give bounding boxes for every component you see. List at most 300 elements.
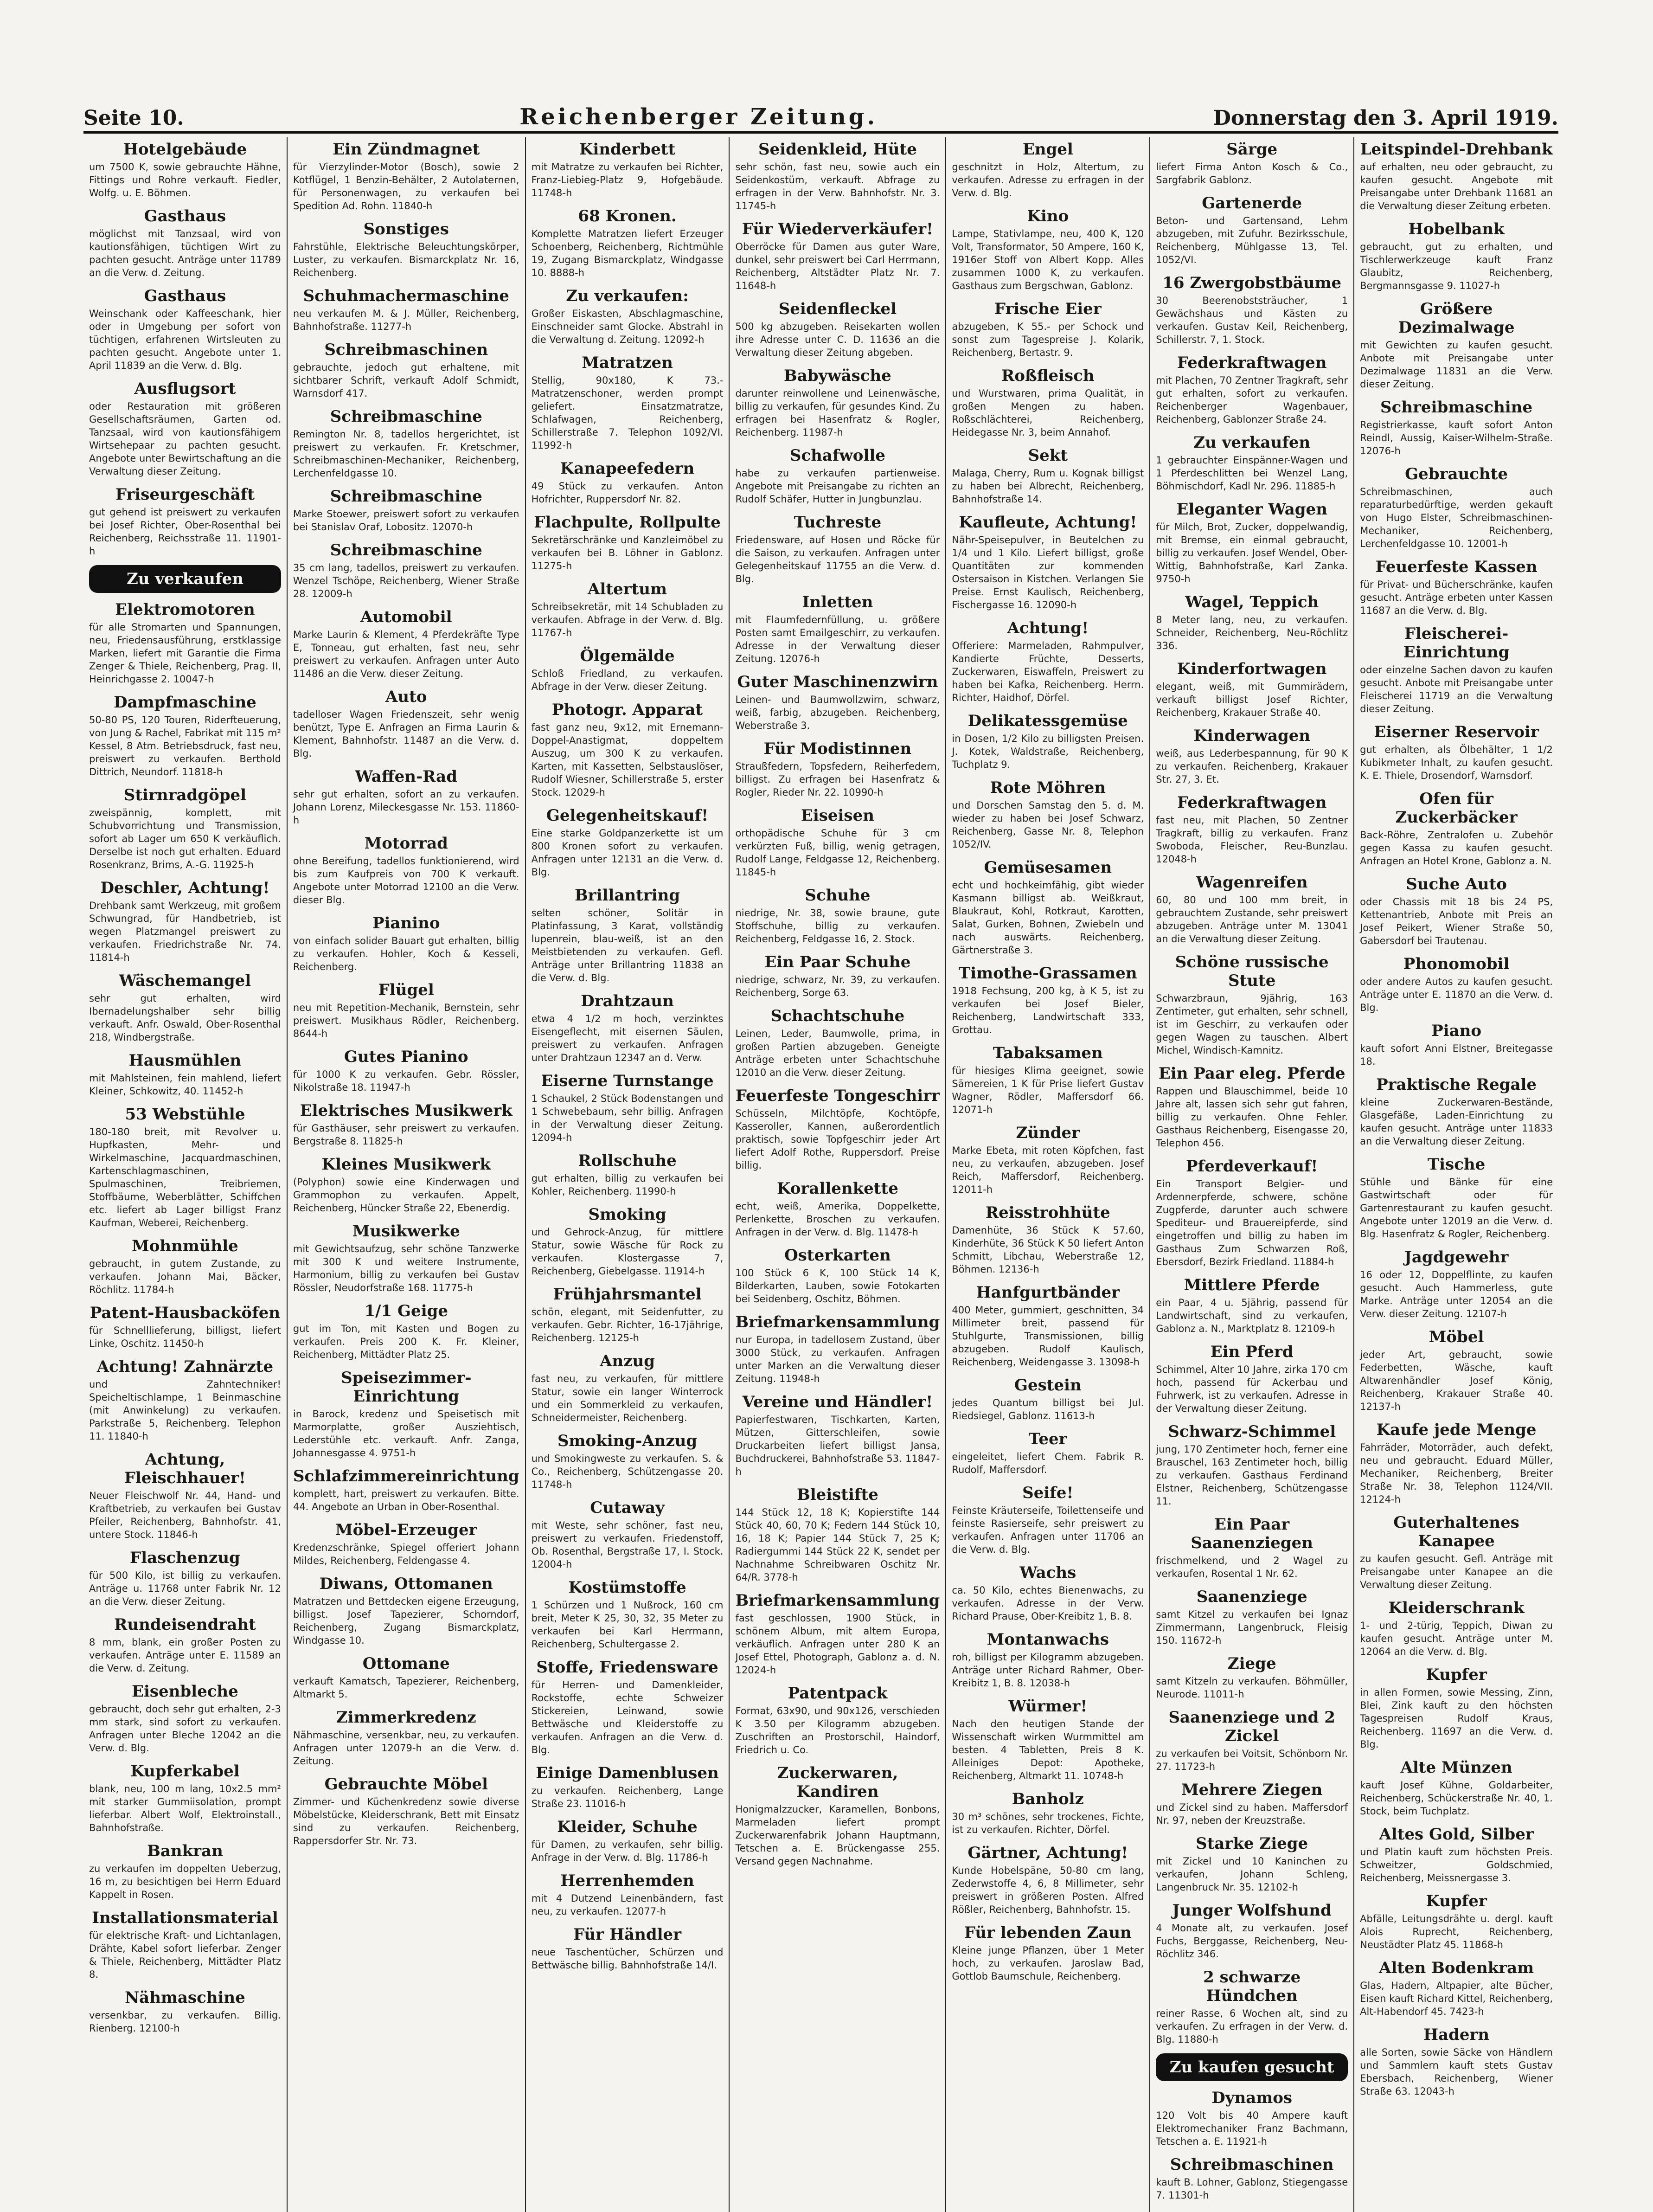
ad-body: Back-Röhre, Zentralofen u. Zubehör gegen Kassa zu kaufen gesucht. Anfragen an Hotel Krone, Gablonz a. N. [1360,830,1553,867]
classified-ad [89,693,281,778]
ad-headline: Guterhaltenes Kanapee [1393,1513,1519,1550]
ad-headline: Teer [1029,1430,1067,1448]
ad-body: gebraucht, in gutem Zustande, zu verkaufen. Johann Mai, Bäcker, Röchlitz. 11784-h [89,1258,281,1295]
ad-headline: Gärtner, Achtung! [967,1844,1128,1862]
column-2 [288,137,526,2212]
classified-ad [532,287,724,346]
ad-headline: Frühjahrsmantel [553,1285,702,1304]
classified-ad [1156,1781,1348,1827]
ad-headline: Praktische Regale [1376,1075,1537,1094]
ad-body: Kleine junge Pflanzen, über 1 Meter hoch, zu verkaufen. Jaroslaw Bad, Gottlob Baumschule, Reichenberg. [952,1945,1144,1982]
classified-ad [1360,790,1553,868]
ad-headline: Cutaway [590,1498,665,1517]
ad-headline: Briefmarkensammlung [735,1313,940,1331]
ad-body: für Damen, zu verkaufen, sehr billig. Anfrage in der Verw. d. Blg. 11786-h [531,1839,724,1863]
ad-headline: Kinderfortwagen [1177,660,1327,678]
ad-headline: Gebrauchte [1405,465,1508,483]
ad-headline: Flachpulte, Rollpulte [534,513,721,532]
ad-body: um 7500 K, sowie gebrauchte Hähne, Fittings und Rohre verkauft. Fiedler, Wolfg. u. E. Böhmen. [89,161,281,199]
classified-ad [735,1179,940,1239]
classified-ad [89,1842,281,1901]
ad-body: gut erhalten, billig zu verkaufen bei Kohler, Reichenberg. 11990-h [531,1173,724,1197]
classified-ad [952,964,1144,1036]
classified-ad [1156,1343,1348,1415]
ad-body: neu mit Repetition-Mechanik, Bernstein, sehr preiswert. Musikhaus Rödler, Reichenberg. 8644-h [293,1002,519,1039]
ad-body: 60, 80 und 100 mm breit, in gebrauchtem Zustande, sehr preiswert abzugeben. Anträge unter M. 13041 an die Verwaltung dieser Zeitung. [1156,894,1348,945]
ad-headline: Kupfer [1426,1665,1487,1684]
ad-headline: Bleistifte [796,1485,878,1504]
classified-ad [952,1790,1144,1836]
ad-body: für Privat- und Bücherschränke, kaufen gesucht. Anträge erbeten unter Kassen 11687 an die Verw. d. Blg. [1360,579,1553,616]
ad-body: komplett, hart, preiswert zu verkaufen. Bitte. 44. Angebote an Urban in Ober-Rosenthal. [293,1488,519,1512]
ad-headline: Kinderwagen [1193,727,1311,745]
ad-body: 30 m³ schönes, sehr trockenes, Fichte, ist zu verkaufen. Richter, Dörfel. [952,1811,1144,1835]
page-number: Seite 10. [83,106,184,130]
classified-ad [1156,1968,1348,2046]
classified-ad [89,379,281,478]
ad-body: Matratzen und Bettdecken eigene Erzeugung, billigst. Josef Tapezierer, Schorndorf, Reichenberg, Zugang Bismarckplatz, Windgasse 10. [293,1596,519,1646]
classified-ad [735,593,940,665]
classified-ad [1156,1064,1348,1150]
ad-body: niedrige, Nr. 38, sowie braune, gute Stoffschuhe, billig zu verkaufen. Reichenberg, Feldgasse 16, 2. Stock. [735,907,940,945]
ad-headline: Hanfgurtbänder [976,1283,1120,1302]
ad-body: Offeriere: Marmeladen, Rahmpulver, Kandierte Früchte, Desserts, Zuckerwaren, Eiswaffeln, Preiswert zu haben bei Kafka, Reichenberg. Herrn. Richter, Haidhof, Dörfel. [952,640,1144,703]
ad-headline: Zu verkaufen: [566,287,689,305]
classified-ad [952,1563,1144,1623]
ad-headline: Federkraftwagen [1177,793,1327,812]
ad-headline: Saanenziege und 2 Zickel [1168,1708,1335,1745]
ad-body: kauft Josef Kühne, Goldarbeiter, Reichenberg, Schückerstraße Nr. 40, 1. Stock, beim Tuchplatz. [1360,1780,1553,1817]
ad-headline: Seidenkleid, Hüte [758,140,917,159]
classified-ad [1156,2155,1348,2202]
classified-ad [89,600,281,686]
ad-body: Damenhüte, 36 Stück K 57.60, Kinderhüte, 36 Stück K 50 liefert Anton Schmitt, Libchau, Weberstraße 12, Böhmen. 12136-h [952,1225,1144,1275]
classified-ad [89,1105,281,1229]
ad-body: blank, neu, 100 m lang, 10x2.5 mm² mit starker Gummiisolation, prompt lieferbar. Albert Wolf, Elektroinstall., Bahnhofstraße. [89,1783,281,1833]
ad-body: echt und hochkeimfähig, gibt wieder Kasmann billigst ab. Weißkraut, Blaukraut, Kohl, Rotkraut, Karotten, Salat, Gurken, Bohnen, Zwiebeln und nach auswärts. Reichenberg, Gärtnerstraße 3. [952,880,1144,956]
classified-ad [293,541,519,600]
ad-headline: Zimmerkredenz [336,1708,476,1727]
classified-ad [293,1708,519,1768]
ad-body: Stühle und Bänke für eine Gastwirtschaft oder für Gartenrestaurant zu kaufen gesucht. Angebote unter 12019 an die Verw. d. Blg. Hasenfratz & Rogler, Reichenberg. [1360,1177,1553,1240]
ad-headline: Photogr. Apparat [551,701,703,719]
ad-headline: Flaschenzug [130,1549,240,1567]
ad-headline: Altertum [588,580,667,598]
ad-headline: Herrenhemden [560,1871,694,1890]
classified-ad [532,1352,724,1424]
classified-ad [532,580,724,639]
column-1 [83,137,288,2212]
ad-body: Nähr-Speisepulver, in Beutelchen zu 1/4 und 1 Kilo. Liefert billigst, große Quantitäten zur kommenden Ostersaison in Kistchen. Verlangen Sie Preise. Ernst Kaulisch, Reichenberg, Fischergasse 16. 12090-h [952,534,1144,611]
classified-ad [1156,793,1348,866]
issue-date: Donnerstag den 3. April 1919. [1213,106,1558,130]
classified-ad [1360,875,1553,947]
ad-headline: Sekt [1028,446,1068,465]
ad-body: sehr gut erhalten, wird Ibernadelungshalber sehr billig verkauft. Anfr. Oswald, Ober-Rosenthal 218, Windbergstraße. [89,993,281,1043]
classified-ad [952,367,1144,439]
ad-body: Marke Laurin & Klement, 4 Pferdekräfte Type E, Tonneau, gut erhalten, fast neu, sehr preiswert zu verkaufen. Anfragen unter Auto 11486 an die Verw. dieser Zeitung. [293,629,519,679]
ad-body: 100 Stück 6 K, 100 Stück 14 K, Bilderkarten, Lauben, sowie Fotokarten bei Seidenberg, Oschitz, Böhmen. [735,1267,940,1305]
classified-ad [293,1155,519,1215]
ad-headline: Kinderbett [579,140,676,159]
ad-body: Format, 63x90, und 90x126, verschieden K 3.50 per Kilogramm abzugeben. Zuschriften an Prostorschil, Haindorf, Friedrich u. Co. [735,1705,940,1755]
classified-ad [532,459,724,506]
ad-body: fast neu, zu verkaufen, für mittlere Statur, sowie ein langer Winterrock und ein Sommerkleid zu verkaufen, Schneidermeister, Reichenberg. [531,1373,724,1423]
ad-body: fast neu, mit Plachen, 50 Zentner Tragkraft, billig zu verkaufen. Franz Swoboda, Fleischer, Reu-Bunzlau. 12048-h [1156,815,1348,865]
classified-ad [1360,1248,1553,1320]
ad-headline: Piano [1431,1022,1482,1040]
ad-body: selten schöner, Solitär in Platinfassung, 3 Karat, vollständig lupenrein, blau-weiß, ist an den Meistbietenden zu verkaufen. Gefl. Anträge unter Brillantring 11838 an die Verw. d. Blg. [531,907,724,984]
classified-ad [532,1205,724,1278]
ad-body: für Gasthäuser, sehr preiswert zu verkaufen. Bergstraße 8. 11825-h [293,1123,519,1147]
ad-body: gebrauchte, jedoch gut erhaltene, mit sichtbarer Schrift, verkauft Adolf Schmidt, Warnsdorf 417. [293,362,519,399]
classified-columns [83,137,1558,2201]
ad-headline: Roßfleisch [1001,367,1095,385]
classified-ad [1360,723,1553,782]
header-rule [83,131,1558,134]
ad-headline: 53 Webstühle [125,1105,245,1124]
ad-headline: Junger Wolfshund [1172,1901,1332,1920]
ad-headline: Schwarz-Schimmel [1168,1422,1336,1441]
ad-body: Lampe, Stativlampe, neu, 400 K, 120 Volt, Transformator, 50 Ampere, 160 K, 1916er Stoff von Albert Kopp. Alles zusammen 1000 K, zu verkaufen. Gasthaus zum Bergschwan, Gablonz. [952,228,1144,291]
classified-ad [1360,220,1553,292]
ad-headline: Smoking [588,1205,666,1224]
ad-headline: Schreibmaschinen [324,341,488,359]
classified-ad [293,1775,519,1847]
classified-ad [1156,1515,1348,1580]
ad-headline: Ölgemälde [580,647,675,665]
ad-headline: Stirnradgöpel [123,786,247,804]
ad-headline: Brillantring [574,886,680,905]
ad-headline: Eiserner Reservoir [1374,723,1539,741]
ad-headline: Kanapeefedern [560,459,695,478]
classified-ad [532,140,724,199]
classified-ad [1156,194,1348,266]
classified-ad [293,767,519,827]
ad-body: kauft B. Lohner, Gablonz, Stiegengasse 7. 11301-h [1156,2177,1348,2201]
ad-headline: Für Händler [573,1925,682,1944]
ad-headline: Einige Damenblusen [536,1764,719,1782]
classified-ad [1156,1834,1348,1894]
ad-headline: Engel [1022,140,1073,159]
classified-ad [532,354,724,452]
ad-headline: Rote Möhren [990,778,1106,797]
ad-headline: Nähmaschine [125,1988,245,2007]
ad-body: Malaga, Cherry, Rum u. Kognak billigst zu haben bei Albrecht, Reichenberg, Bahnhofstraße 14. [952,468,1144,505]
ad-headline: Wagenreifen [1196,873,1308,892]
classified-ad [1156,953,1348,1057]
classified-ad [293,341,519,400]
ad-body: Eine starke Goldpanzerkette ist um 800 Kronen sofort zu verkaufen. Anfragen unter 12131 an die Verw. d. Blg. [531,828,724,878]
classified-ad [735,1591,940,1677]
ad-headline: Musikwerke [352,1222,460,1241]
classified-ad [952,1430,1144,1476]
classified-ad [735,1087,940,1172]
ad-headline: Elektromotoren [115,600,255,619]
ad-headline: Matratzen [582,354,673,372]
ad-headline: Schachtschuhe [770,1007,905,1025]
ad-headline: Patent-Hausbacköfen [90,1304,281,1322]
ad-body: Papierfestwaren, Tischkarten, Karten, Mützen, Gitterschleifen, sowie Druckarbeiten liefert billigst Jansa, Buchdruckerei, Bahnhofstraße 53. 11847-h [735,1414,940,1477]
ad-body: gut im Ton, mit Kasten und Bogen zu verkaufen. Preis 200 K. Fr. Kleiner, Reichenberg, Mittädter Platz 25. [293,1323,519,1360]
ad-body: kleine Zuckerwaren-Bestände, Glasgefäße, Laden-Einrichtung zu kaufen gesucht. Anträge unter 11833 an die Verwaltung dieser Zeitung. [1360,1097,1553,1147]
ad-body: 4 Monate alt, zu verkaufen. Josef Fuchs, Berggasse, Reichenberg, Neu-Röchlitz 346. [1156,1923,1348,1960]
ad-body: Fahrräder, Motorräder, auch defekt, neu und gebraucht. Eduard Müller, Mechaniker, Reichenberg, Breiter Straße Nr. 38, Telephon 1124/VII. 12124-h [1360,1442,1553,1505]
ad-body: ca. 50 Kilo, echtes Bienenwachs, zu verkaufen. Adresse in der Verw. Richard Prause, Ober-Kreibitz 1, B. 8. [952,1585,1144,1622]
ad-headline: Für Modistinnen [763,739,912,758]
ad-body: (Polyphon) sowie eine Kinderwagen und Grammophon zu verkaufen. Appelt, Reichenberg, Hüncker Straße 22, Ebenerdig. [293,1177,519,1214]
column-5 [946,137,1150,2212]
classified-ad [293,140,519,212]
ad-body: neu verkaufen M. & J. Müller, Reichenberg, Bahnhofstraße. 11277-h [293,308,519,332]
ad-body: mit Matratze zu verkaufen bei Richter, Franz-Liebieg-Platz 9, Hofgebäude. 11748-h [531,161,724,199]
ad-headline: Alten Bodenkram [1378,1959,1534,1977]
ad-body: weiß, aus Lederbespannung, für 90 K zu verkaufen. Reichenberg, Krakauer Str. 27, 3. Et. [1156,748,1348,785]
ad-headline: 68 Kronen. [578,207,677,225]
classified-ad [89,1051,281,1098]
ad-headline: Schreibmaschine [1380,398,1533,417]
classified-ad [532,207,724,279]
ad-headline: Seife! [1022,1484,1074,1502]
classified-ad [293,287,519,333]
ad-headline: Diwans, Ottomanen [319,1575,493,1593]
ad-headline: Inletten [802,593,873,611]
ad-headline: Installationsmaterial [92,1909,278,1927]
ad-body: roh, billigst per Kilogramm abzugeben. Anträge unter Richard Rahmer, Ober-Kreibitz 1, B. 8. 12038-h [952,1652,1144,1689]
classified-ad [89,140,281,199]
ad-body: zu verkaufen. Reichenberg, Lange Straße 23. 11016-h [531,1785,724,1809]
classified-ad [293,914,519,973]
ad-body: Marke Ebeta, mit roten Köpfchen, fast neu, zu verkaufen, abzugeben. Josef Reich, Maffersdorf, Reichenberg. 12011-h [952,1145,1144,1195]
classified-ad [952,1630,1144,1690]
ad-body: sehr schön, fast neu, sowie auch ein Seidenkostüm, verkauft. Abfrage zu erfragen in der Verw. Bahnhofstr. Nr. 3. 11745-h [735,161,940,212]
classified-ad [952,619,1144,704]
classified-ad [735,1485,940,1584]
ad-headline: Achtung, Fleischhauer! [124,1450,246,1487]
ad-body: mit Zickel und 10 Kaninchen zu verkaufen, Johann Schleng, Langenbruck Nr. 35. 12102-h [1156,1856,1348,1893]
classified-ad [89,1615,281,1675]
ad-headline: Dynamos [1211,2089,1293,2107]
ad-headline: Hobelbank [1408,220,1505,238]
ad-headline: Hausmühlen [128,1051,242,1070]
ad-body: mit Plachen, 70 Zentner Tragkraft, sehr gut erhalten, sofort zu verkaufen. Reichenberger Wagenbauer, Reichenberg, Gablonzer Straße 24. [1156,375,1348,425]
ad-headline: 16 Zwergobstbäume [1162,274,1342,292]
ad-headline: Jagdgewehr [1404,1248,1509,1267]
classified-ad [293,1575,519,1647]
classified-ad [1156,1157,1348,1268]
classified-ad [532,886,724,984]
ad-headline: Ein Paar Saanenziegen [1191,1515,1313,1552]
ad-body: Großer Eiskasten, Abschlagmaschine, Einschneider samt Glocke. Abstrahl in die Verwaltung d. Zeitung. 12092-h [531,308,724,345]
classified-ad [532,992,724,1064]
classified-ad [89,1549,281,1608]
ad-headline: Auto [385,688,427,706]
classified-ad [89,1304,281,1350]
ad-body: Honigmalzzucker, Karamellen, Bonbons, Marmeladen liefert prompt Zuckerwarenfabrik Johann Hauptmann, Tetschen a. E. Brückengasse 255. Versand gegen Nachnahme. [735,1804,940,1867]
classified-ad [1360,1665,1553,1751]
ad-headline: Deschler, Achtung! [100,879,270,897]
column-6 [1150,137,1354,2212]
ad-body: Registrierkasse, kauft sofort Anton Reindl, Aussig, Kaiser-Wilhelm-Straße. 12076-h [1360,419,1553,457]
ad-body: möglichst mit Tanzsaal, wird von kautionsfähigen, tüchtigen Wirt zu pachten gesucht. Anträge unter 11789 an die Verw. d. Zeitung. [89,228,281,278]
ad-body: jeder Art, gebraucht, sowie Federbetten, Wäsche, kauft Altwarenhändler Josef König, Reichenberg, Krakauer Straße 40. 12137-h [1360,1349,1553,1412]
classified-ad [89,1909,281,1981]
ad-headline: Schreibmaschine [330,541,482,559]
classified-ad [532,1072,724,1144]
ad-headline: Leitspindel-Drehbank [1360,140,1553,159]
classified-ad [735,806,940,879]
classified-ad [952,712,1144,771]
classified-ad [735,1764,940,1868]
ad-headline: Bankran [147,1842,223,1860]
ad-body: fast geschlossen, 1900 Stück, in schönem Album, mit altem Europa, verkäuflich. Anfragen unter 280 K an Josef Ettel, Photograph, Gablonz a. d. N. 12024-h [735,1613,940,1676]
classified-ad [1360,1892,1553,1951]
ad-body: gebraucht, doch sehr gut erhalten, 2-3 mm stark, sind sofort zu verkaufen. Anfragen unter Bleche 12042 an die Verw. d. Blg. [89,1704,281,1754]
column-3 [526,137,730,2212]
ad-body: für 500 Kilo, ist billig zu verkaufen. Anträge u. 11768 unter Fabrik Nr. 12 an die Verw. dieser Zeitung. [89,1570,281,1607]
ad-body: Straußfedern, Topsfedern, Reiherfedern, billigst. Zu erfragen bei Hasenfratz & Rogler, Rieder Nr. 22. 10990-h [735,761,940,798]
ad-body: 1- und 2-türig, Teppich, Diwan zu kaufen gesucht. Anträge unter M. 12064 an die Verw. d. Blg. [1360,1620,1553,1657]
ad-headline: Gasthaus [144,287,226,305]
classified-ad [89,1237,281,1296]
ad-headline: Vereine und Händler! [742,1393,933,1411]
ad-body: mit Gewichten zu kaufen gesucht. Anbote mit Preisangabe unter Dezimalwage 11831 an die Verw. dieser Zeitung. [1360,340,1553,390]
ad-body: Zimmer- und Küchenkredenz sowie diverse Möbelstücke, Kleiderschrank, Bett mit Einsatz sind zu verkaufen. Reichenberg, Rappersdorfer Str. Nr. 73. [293,1796,519,1846]
classified-ad [89,207,281,279]
ad-headline: Schreibmaschinen [1170,2155,1334,2174]
ad-headline: Schreibmaschine [330,487,482,506]
classified-ad [1156,433,1348,493]
ad-headline: Ein Paar eleg. Pferde [1158,1064,1345,1083]
ad-headline: Kino [1027,207,1069,225]
classified-ad [1156,873,1348,945]
classified-ad [1360,955,1553,1014]
classified-ad [952,1376,1144,1422]
classified-ad [735,220,940,292]
ad-headline: Ausflugsort [134,379,236,398]
classified-ad [532,806,724,879]
classified-ad [735,1007,940,1079]
ad-body: 8 Meter lang, neu, zu verkaufen. Schneider, Reichenberg, Neu-Röchlitz 336. [1156,614,1348,651]
classified-ad [735,1246,940,1305]
ad-body: in allen Formen, sowie Messing, Zinn, Blei, Zink kauft zu den höchsten Tagespreisen Rudolf Kraus, Reichenberg. 11697 an die Verw. d. Blg. [1360,1687,1553,1750]
classified-ad [1360,1075,1553,1148]
ad-headline: 2 schwarze Hündchen [1203,1968,1301,2005]
classified-ad [952,1844,1144,1916]
classified-ad [735,673,940,732]
classified-ad [293,1302,519,1361]
ad-body: Nach den heutigen Stande der Wissenschaft wirken Wurmmittel am besten. 4 Tabletten, Preis 8 K. Alleiniges Depot: Apotheke, Reichenberg, Altmarkt 11. 10748-h [952,1718,1144,1781]
classified-ad [735,739,940,799]
ad-body: 1918 Fechsung, 200 kg, à K 5, ist zu verkaufen bei Josef Bieler, Reichenberg, Landwirtschaft 333, Grottau. [952,985,1144,1035]
newspaper-title: Reichenberger Zeitung. [519,104,878,130]
ad-headline: Alte Münzen [1400,1758,1512,1777]
ad-headline: Gasthaus [144,207,226,225]
classified-ad [1156,274,1348,346]
ad-body: Friedensware, auf Hosen und Röcke für die Saison, zu verkaufen. Anfragen unter Gelegenheitskauf 11755 an die Verw. d. Blg. [735,534,940,585]
ad-headline: Feuerfeste Tongeschirr [735,1087,940,1105]
ad-body: abzugeben, K 55.- per Schock und sonst zum Tagespreise J. Kolarik, Reichenberg, Bertastr. 9. [952,321,1144,358]
section-banner: Zu kaufen gesucht [1156,2053,1348,2081]
ad-headline: Schlafzimmereinrichtung [293,1467,519,1485]
ad-headline: Suche Auto [1406,875,1507,894]
ad-headline: Frische Eier [994,300,1102,318]
classified-ad [1360,465,1553,550]
ad-headline: Für Wiederverkäufer! [742,220,933,238]
ad-headline: Eiserne Turnstange [541,1072,714,1090]
ad-body: Kredenzschränke, Spiegel offeriert Johann Mildes, Reichenberg, Feldengasse 4. [293,1542,519,1566]
ad-body: und Zahntechniker! Speicheltischlampe, 1 Beinmaschine (mit Anwinkelung) zu verkaufen. Parkstraße 5, Reichenberg. Telephon 11. 11840-h [89,1379,281,1442]
classified-ad [952,446,1144,506]
ad-body: mit 4 Dutzend Leinenbändern, fast neu, zu verkaufen. 12077-h [531,1893,724,1917]
ad-body: Komplette Matratzen liefert Erzeuger Schoenberg, Reichenberg, Richtmühle 19, Zugang Bismarckplatz, Windgasse 10. 8888-h [531,228,724,278]
ad-headline: Fleischerei-Einrichtung [1403,624,1510,662]
ad-headline: Kostümstoffe [568,1578,686,1597]
ad-body: für Vierzylinder-Motor (Bosch), sowie 2 Kotflügel, 1 Benzin-Behälter, 2 Autolaternen, für Personenwagen, zu verkaufen bei Spedition Ad. Rohn. 11840-h [293,161,519,212]
classified-ad [89,1762,281,1834]
ad-body: Schloß Friedland, zu verkaufen. Abfrage in der Verw. dieser Zeitung. [531,668,724,692]
classified-ad [952,1283,1144,1369]
ad-body: Nähmaschine, versenkbar, neu, zu verkaufen. Anfragen unter 12079-h an die Verw. d. Zeitung. [293,1730,519,1767]
ad-headline: Schuhmachermaschine [303,287,509,305]
ad-body: und Dorschen Samstag den 5. d. M. wieder zu haben bei Josef Schwarz, Reichenberg, Gasse Nr. 8, Telephon 1052/IV. [952,800,1144,850]
ad-headline: Gartenerde [1202,194,1302,212]
ad-body: nur Europa, in tadellosem Zustand, über 3000 Stück, zu verkaufen. Anfragen unter Marken an die Verwaltung dieser Zeitung. 11948-h [735,1334,940,1384]
ad-headline: Schafwolle [789,446,885,465]
ad-headline: Phonomobil [1403,955,1510,973]
ad-body: 8 mm, blank, ein großer Posten zu verkaufen. Anträge unter E. 11589 an die Verw. d. Zeitung. [89,1637,281,1674]
ad-headline: Kaufleute, Achtung! [959,513,1137,532]
ad-headline: Flügel [378,981,434,999]
ad-body: oder andere Autos zu kaufen gesucht. Anträge unter E. 11870 an die Verw. d. Blg. [1360,976,1553,1013]
ad-body: schön, elegant, mit Seidenfutter, zu verkaufen. Gebr. Richter, 16-17jährige, Reichenberg. 12125-h [531,1306,724,1344]
ad-body: 400 Meter, gummiert, geschnitten, 34 Millimeter breit, passend für Stuhlgurte, Transmissionen, billig abzugeben. Rudolf Kaulisch, Reichenberg, Weidengasse 3. 13098-h [952,1305,1144,1368]
ad-body: Schwarzbraun, 9jährig, 163 Zentimeter, gut erhalten, sehr schnell, ist im Geschirr, zu verkaufen oder gegen Wagen zu tauschen. Albert Michel, Windisch-Kamnitz. [1156,993,1348,1056]
classified-ad [1360,1421,1553,1506]
classified-ad [293,1467,519,1513]
ad-body: Ein Transport Belgier- und Ardennerpferde, schwere, schöne Zugpferde, darunter auch schwere Spediteur- und Brauereipferde, sind eingetroffen und billig zu haben im Gasthaus Zum Schwarzen Roß, Ebersdorf, Bezirk Friedland. 11884-h [1156,1178,1348,1267]
ad-headline: Banholz [1012,1790,1084,1808]
ad-body: elegant, weiß, mit Gummirädern, verkauft billigst Josef Richter, Reichenberg, Krakauer Straße 40. [1156,681,1348,718]
ad-body: für Herren- und Damenkleider, Rockstoffe, echte Schweizer Stickereien, Leinwand, sowie Bettwäsche und Kleiderstoffe zu verkaufen. Anfragen an die Verw. d. Blg. [531,1679,724,1755]
ad-headline: Mittlere Pferde [1184,1276,1320,1294]
ad-headline: Gutes Pianino [344,1048,468,1066]
classified-ad [735,886,940,945]
ad-headline: Möbel-Erzeuger [335,1521,477,1539]
ad-headline: Schöne russische Stute [1175,953,1329,990]
ad-body: Sekretärschränke und Kanzleimöbel zu verkaufen bei B. Löhner in Gablonz. 11275-h [531,534,724,572]
classified-ad [532,1498,724,1571]
classified-ad [293,1048,519,1094]
ad-body: für 1000 K zu verkaufen. Gebr. Rössler, Nikolstraße 18. 11947-h [293,1069,519,1093]
ad-body: reiner Rasse, 6 Wochen alt, sind zu verkaufen. Zu erfragen in der Verw. d. Blg. 11880-h [1156,2008,1348,2045]
ad-headline: Schreibmaschine [330,407,482,426]
ad-headline: Tabaksamen [993,1044,1103,1062]
ad-headline: Hotelgebäude [123,140,247,159]
classified-ad [1360,1959,1553,2018]
ad-headline: Möbel [1429,1328,1484,1346]
section-banner: Zu verkaufen [89,565,281,593]
classified-ad [952,1697,1144,1782]
ad-body: Fahrstühle, Elektrische Beleuchtungskörper, Luster, zu verkaufen. Bismarckplatz Nr. 16, Reichenberg. [293,241,519,278]
ad-body: in Dosen, 1/2 Kilo zu billigsten Preisen. J. Kotek, Waldstraße, Reichenberg, Tuchplatz 9. [952,733,1144,770]
classified-ad [735,953,940,999]
ad-headline: Rundeisendraht [114,1615,256,1634]
ad-headline: Saanenziege [1196,1588,1307,1606]
ad-body: niedrige, schwarz, Nr. 39, zu verkaufen. Reichenberg, Sorge 63. [735,974,940,998]
ad-body: 120 Volt bis 40 Ampere kauft Elektromechaniker Franz Bachmann, Tetschen a. E. 11921-h [1156,2110,1348,2147]
ad-body: Stellig, 90x180, K 73.- Matratzenschoner, werden prompt geliefert. Einsatzmatratze, Schlafwagen, Reichenberg, Schillerstraße 7. Telephon 1092/VI. 11992-h [531,375,724,451]
